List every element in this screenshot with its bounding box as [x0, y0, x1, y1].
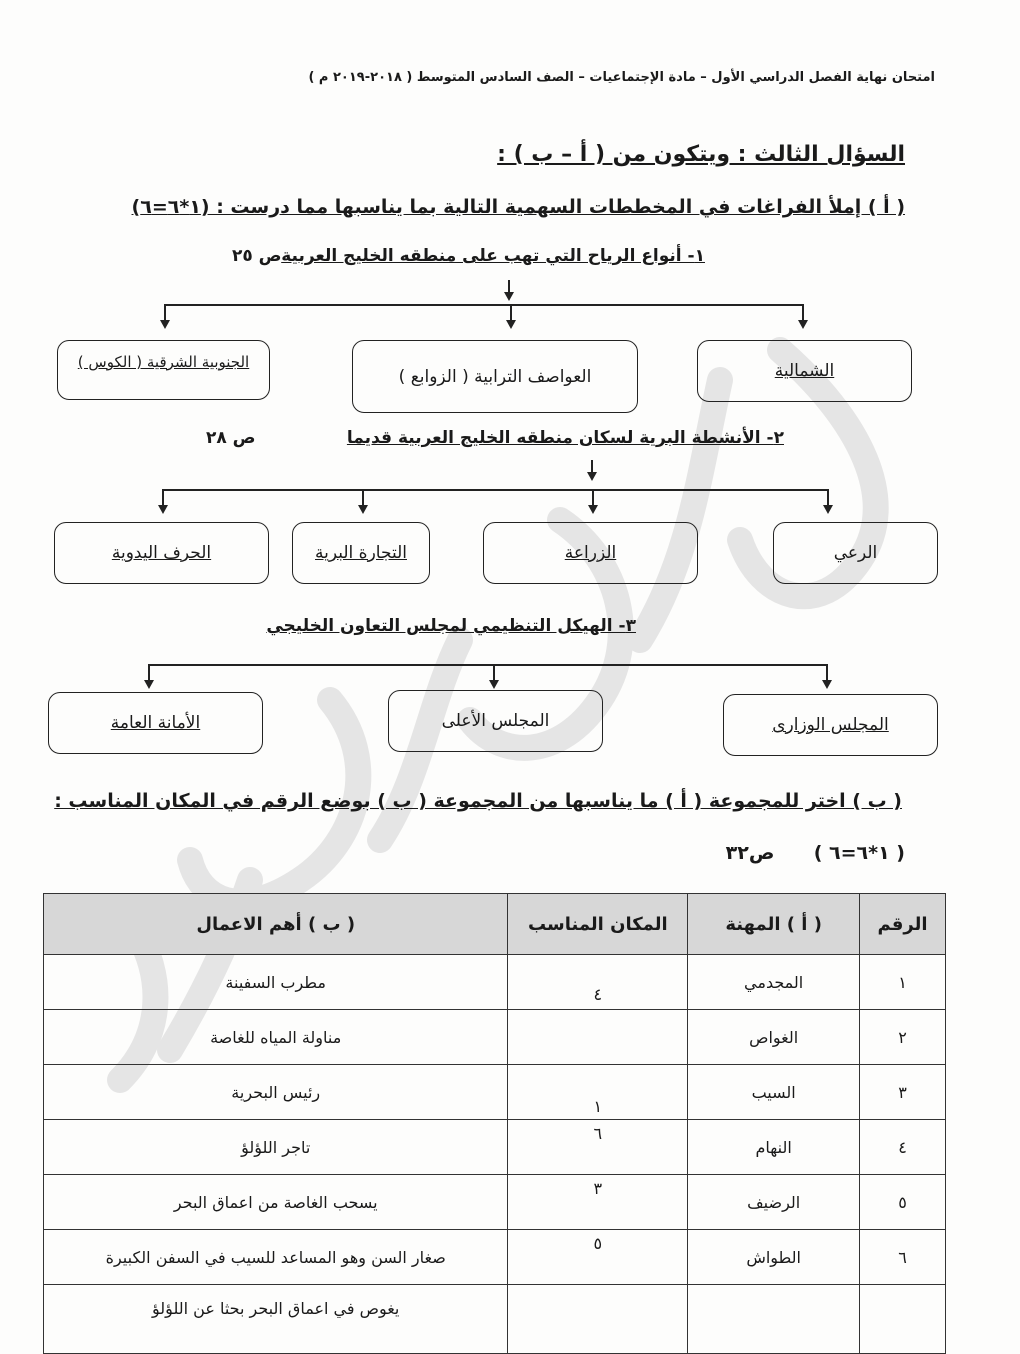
row-job: النهام	[688, 1120, 860, 1175]
diagram2-arrow-2	[358, 505, 368, 514]
diagram2-box-agriculture	[483, 522, 698, 584]
diagram2-box-land-trade-text: التجارة البرية	[315, 543, 407, 563]
row-job: السيب	[688, 1065, 860, 1120]
diagram1-title: ١- أنواع الرياح التي تهب على منطقه الخليج العربية	[281, 246, 705, 266]
row-place[interactable]	[508, 1010, 688, 1065]
diagram2-box-grazing-text: الرعي	[833, 543, 878, 563]
row-place[interactable]	[508, 955, 688, 1010]
diagram3-title: ٣- الهيكل التنظيمي لمجلس التعاون الخليجي	[266, 616, 636, 636]
row-number: ١	[860, 955, 946, 1010]
diagram3-arrow-mid	[489, 680, 499, 689]
diagram1-arrow-right	[798, 320, 808, 329]
row-number: ٤	[860, 1120, 946, 1175]
table-row	[44, 1065, 946, 1120]
table-row	[44, 1010, 946, 1065]
diagram2-arrow-1	[158, 505, 168, 514]
table-row	[44, 1175, 946, 1230]
row-action: مناولة المياه للغاصة	[44, 1010, 508, 1065]
diagram1-page-ref: ص ٢٥	[232, 246, 282, 266]
header-action: ( ب ) أهم الاعمال	[44, 894, 508, 955]
part-b-score	[726, 842, 905, 864]
diagram1-box-southeast-text: الجنوبية الشرقية ( الكوس )	[77, 353, 250, 371]
diagram3-box-secretariat	[48, 692, 263, 754]
diagram3-box-supreme	[388, 690, 603, 752]
diagram1-arrow-mid	[506, 320, 516, 329]
row-number: ٦	[860, 1230, 946, 1285]
diagram1-stem-arrow	[504, 292, 514, 301]
row-job: الرضيف	[688, 1175, 860, 1230]
diagram2-box-handicrafts-text: الحرف اليدوية	[111, 543, 212, 563]
row-place-value: ٣	[593, 1178, 603, 1198]
diagram2-arrow-4	[823, 505, 833, 514]
diagram2-box-grazing	[773, 522, 938, 584]
row-action: تاجر اللؤلؤ	[44, 1120, 508, 1175]
row-place-value: ١	[593, 1096, 603, 1116]
matching-table	[43, 893, 946, 1354]
table-row	[44, 1285, 946, 1354]
diagram2-box-handicrafts	[54, 522, 269, 584]
diagram2-title: ٢- الأنشطة البرية لسكان منطقه الخليج العربية قديما	[346, 428, 784, 448]
row-job: الغواص	[688, 1010, 860, 1065]
diagram1-box-north-text: الشمالية	[774, 361, 835, 381]
row-action: مطرب السفينة	[44, 955, 508, 1010]
row-number: ٢	[860, 1010, 946, 1065]
question-title: السؤال الثالث : ويتكون من ( أ – ب ) :	[497, 142, 905, 167]
table-row	[44, 1120, 946, 1175]
table-header-row	[44, 894, 946, 955]
diagram3-box-secretariat-text: الأمانة العامة	[110, 713, 201, 733]
row-number: ٥	[860, 1175, 946, 1230]
row-action: رئيس البحرية	[44, 1065, 508, 1120]
diagram2-stem-arrow	[587, 472, 597, 481]
header-job: ( أ ) المهنة	[688, 894, 860, 955]
row-place-value: ٤	[593, 984, 603, 1004]
header-number: الرقم	[860, 894, 946, 955]
exam-header: امتحان نهاية الفصل الدراسي الأول – مادة الإجتماعيات – الصف السادس المتوسط ( ٢٠١٨-٢٠١٩ م )	[308, 70, 935, 85]
diagram3-arrow-left	[144, 680, 154, 689]
diagram3-branch-line	[148, 664, 828, 666]
row-place[interactable]	[508, 1065, 688, 1120]
row-place[interactable]	[508, 1285, 688, 1354]
diagram2-page-ref: ص ٢٨	[206, 428, 256, 448]
diagram2-box-land-trade	[292, 522, 430, 584]
diagram1-box-dust-storms-text: العواصف الترابية ( الزوابع )	[398, 366, 592, 387]
diagram2-arrow-3	[588, 505, 598, 514]
header-place: المكان المناسب	[508, 894, 688, 955]
diagram1-box-southeast	[57, 340, 270, 400]
diagram1-branch-line	[164, 304, 804, 306]
row-action: يغوص في اعماق البحر بحثا عن اللؤلؤ	[44, 1285, 508, 1354]
row-action: صغار السن وهو المساعد للسيب في السفن الكبيرة	[44, 1230, 508, 1285]
row-job: المجدمي	[688, 955, 860, 1010]
row-place-value: ٦	[593, 1123, 603, 1143]
row-job	[688, 1285, 860, 1354]
row-place[interactable]	[508, 1175, 688, 1230]
diagram3-box-ministerial	[723, 694, 938, 756]
row-place-value: ٥	[593, 1233, 603, 1253]
row-place[interactable]	[508, 1120, 688, 1175]
row-number: ٣	[860, 1065, 946, 1120]
diagram1-arrow-left	[160, 320, 170, 329]
part-b-score-value: ( ١*٦=٦ )	[813, 842, 905, 864]
diagram3-box-ministerial-text: المجلس الوزارى	[772, 715, 889, 735]
row-action: يسحب الغاصة من اعماق البحر	[44, 1175, 508, 1230]
diagram1-box-dust-storms	[352, 340, 638, 413]
part-b-page-ref: ص٣٢	[725, 842, 775, 864]
part-b-instruction: ( ب ) اختر للمجموعة ( أ ) ما يناسبها من المجموعة ( ب ) بوضع الرقم في المكان المناسب :	[54, 790, 902, 812]
diagram1-box-north	[697, 340, 912, 402]
diagram3-box-supreme-text: المجلس الأعلى	[441, 711, 550, 731]
table-row	[44, 1230, 946, 1285]
table-row	[44, 955, 946, 1010]
row-place[interactable]	[508, 1230, 688, 1285]
diagram2-box-agriculture-text: الزراعة	[564, 543, 617, 563]
diagram3-arrow-right	[822, 680, 832, 689]
row-job: الطواش	[688, 1230, 860, 1285]
row-number	[860, 1285, 946, 1354]
part-a-instruction: ( أ ) إملأ الفراغات في المخططات السهمية التالية بما يناسبها مما درست : (١*٦=٦)	[131, 196, 905, 218]
diagram2-branch-line	[162, 489, 829, 491]
